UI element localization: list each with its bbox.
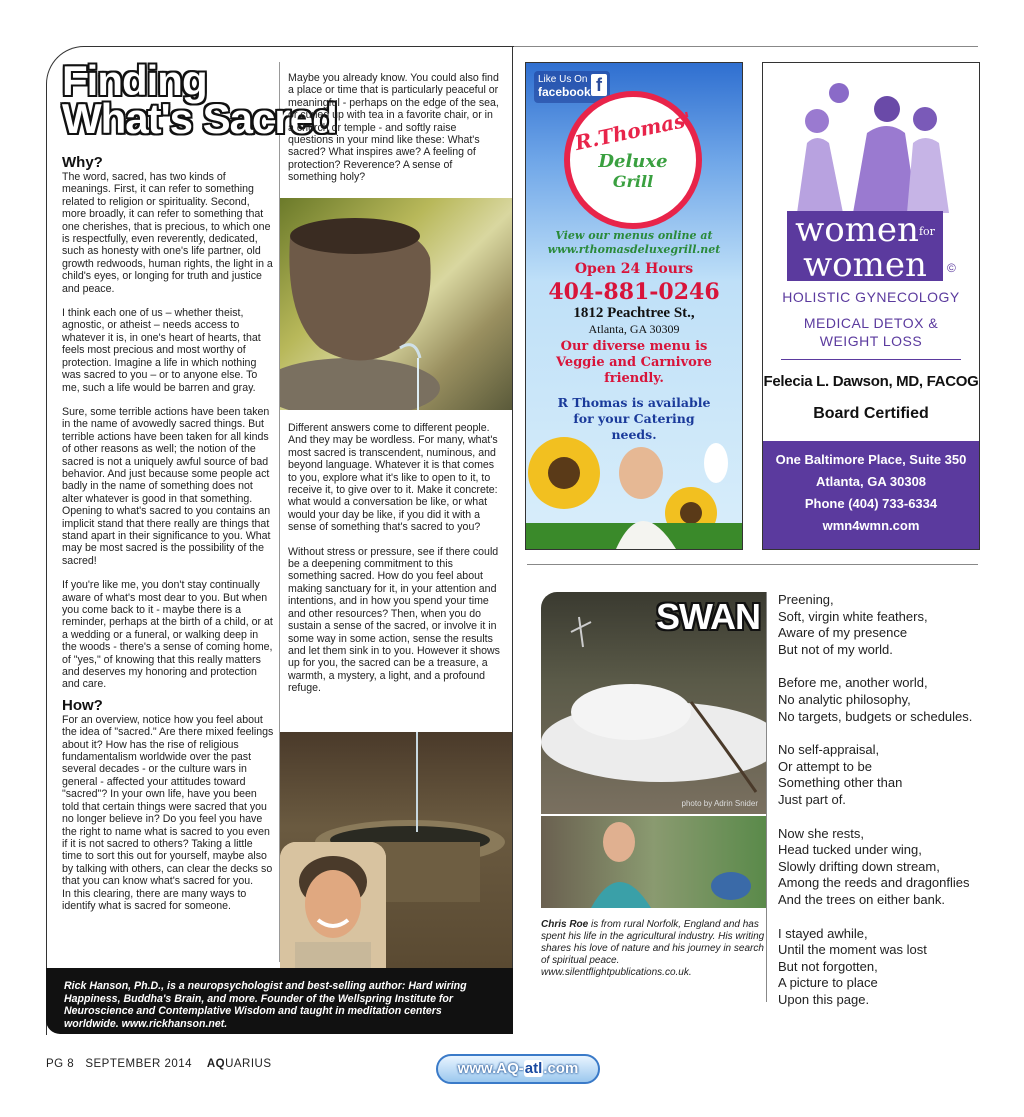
how-paragraph: For an overview, notice how you feel about the idea of "sacred." Are there mixed feelings about it? How has the rise of religious fundamentalism worldwide over the past several decades - or the culture wars in general - affected your attitudes toward "sacred"? In your own life, have you been told that certain things were sacred that you no longer believe in? Do you feel you have the right to name what is sacred to you even if it is not sacred to others? Taking a little time to sort this out for yourself, maybe also by talking with others, can clear the decks so that you can know what's sacred for you. — [62, 713, 274, 888]
poem-stanza: Now she rests, Head tucked under wing, Slowly drifting down stream, Among the reeds and dragonflies And the trees on either bank. — [778, 825, 970, 907]
brand-line1 — [787, 210, 943, 250]
rthomas-city: Atlanta, GA 30309 — [588, 322, 680, 336]
rthomas-phone: 404-881-0246 — [548, 279, 720, 305]
menus-line1: View our menus online at — [555, 229, 713, 242]
women-addr1: One Baltimore Place, Suite 350 — [775, 452, 967, 467]
women-addr2: Atlanta, GA 30308 — [815, 474, 927, 489]
why-paragraph: Sure, some terrible actions have been taken in the name of avowedly sacred things. But terrible actions have been taken for all kinds of other reasons as well; the notion of the sacred is not a uniquely awful source of bad behavior. And just because some people act badly in the name of something does not alter whatever is good in that something. Opening to what's sacred to you contains an implicit stand that there really are things that stand apart in their significance to you. What may be most sacred is the possibility of the sacred! — [62, 405, 271, 567]
author-headshot — [280, 842, 386, 968]
logo-line2: Deluxe — [598, 151, 668, 172]
col2-paragraph: Without stress or pressure, see if there could be a deepening commitment to this something sacred. How do you feel about making sanctuary for it, in your attention and intentions, and in how you spend your time and other resources? Then, when you do sustain a sense of the sacred, or involve it in some way in some action, sense the results and let them sink in to you. However it shows up for you, the sacred can be a treasure, a warmth, a mystery, a light, and a profound refuge. — [288, 545, 500, 695]
poet-name: Chris Roe — [541, 919, 589, 930]
brand-women: women — [795, 210, 919, 250]
copyright-mark: © — [947, 261, 956, 275]
doctor-name: Felecia L. Dawson, MD, FACOG — [763, 373, 979, 390]
poem-stanza: Before me, another world, No analytic philosophy, No targets, budgets or schedules. — [778, 675, 973, 724]
women-silhouettes-logo — [783, 73, 959, 213]
women-for-women-ad — [762, 62, 980, 550]
top-rule-right — [513, 46, 978, 47]
why-text — [62, 171, 274, 691]
logo-line3: Grill — [612, 172, 654, 191]
website-prefix: www.AQ- — [457, 1060, 524, 1077]
rthomas-street: 1812 Peachtree St., — [573, 305, 695, 321]
page-footer — [46, 1058, 272, 1070]
women-web[interactable]: wmn4wmn.com — [822, 518, 920, 533]
swan-poem — [778, 592, 1013, 1025]
article-column-1 — [62, 154, 274, 924]
col2-mid-text — [288, 422, 500, 707]
author-bio-text: Rick Hanson, Ph.D., is a neuropsychologist and best-selling author: Hard wiring Happiness, Buddha's Brain, and more. Founder of the Wellspring Institute for Neuroscience and Contemplative Wisdom and taught in meditation centers worldwide. www.rickhanson.net. — [64, 980, 467, 1030]
jar-illustration — [280, 198, 512, 410]
brand-line2: women — [803, 245, 927, 285]
ad-divider — [781, 359, 961, 360]
why-paragraph: The word, sacred, has two kinds of meanings. First, it can refer to something related to religion or spirituality. Second, more broadly, it can refer to something that one cherishes, that is precious, to which one is respectfully, even reverently, dedicated, such as honesty with one's life partner, old growth redwoods, human rights, the light in a child's eyes, or longing for truth and justice and peace. — [62, 171, 273, 295]
author-bio-bar — [46, 968, 513, 1034]
menus-online-text — [526, 229, 742, 257]
poet-bio-text: is from rural Norfolk, England and has spent his life in the agricultural industry. His writing shares his love of nature and his journey in search of spiritual peace. www.silentflightpublications.co.uk. — [541, 919, 765, 978]
website-badge[interactable] — [436, 1054, 600, 1084]
service-weight: WEIGHT LOSS — [819, 333, 923, 349]
poem-stanza: I stayed awhile, Until the moment was lost But not forgotten, A picture to place Upon this page. — [778, 925, 927, 1007]
facebook-line2: facebook — [538, 85, 591, 99]
website-mid: atl — [524, 1060, 543, 1077]
women-brand-box — [787, 210, 943, 285]
facebook-line1: Like Us On — [538, 74, 588, 85]
catering-text: R Thomas is available for your Catering needs. — [557, 395, 711, 442]
photo-credit: photo by Adrin Snider — [681, 799, 758, 808]
magazine-name-bold: AQ — [206, 1058, 226, 1070]
col2-paragraph: Different answers come to different people. And they may be wordless. For many, what's most sacred is transcendent, numinous, and beyond language. Whatever it is that comes to you, explore what it's like to open to it, to receive it, to give over to it. Make it concrete: what would a conversation be like, or what would your day be like, if you did it with a sense of something that's sacred to you? — [288, 422, 498, 534]
rthomas-ad — [525, 62, 743, 550]
menu-note: Our diverse menu is Veggie and Carnivore friendly. — [556, 339, 712, 386]
facebook-icon: f — [591, 74, 607, 96]
rthomas-logo — [564, 91, 702, 229]
poet-photo — [541, 816, 766, 908]
issue-date: SEPTEMBER 2014 — [85, 1058, 193, 1070]
mid-rule-right — [527, 564, 978, 565]
how-paragraph: In this clearing, there are many ways to identify what is sacred for someone. — [62, 887, 247, 912]
how-heading: How? — [62, 696, 103, 714]
headshot-illustration — [280, 842, 386, 968]
service-holistic: HOLISTIC GYNECOLOGY — [782, 289, 960, 305]
website-suffix: .com — [543, 1060, 579, 1077]
brand-for: for — [918, 225, 935, 238]
poet-bio — [541, 919, 766, 979]
menus-url[interactable]: www.rthomasdeluxegrill.net — [547, 243, 721, 256]
poet-illustration — [541, 816, 766, 908]
article-title: Finding What's Sacred — [62, 57, 337, 142]
swan-photo — [541, 592, 766, 814]
swan-title: SWAN — [656, 596, 760, 637]
board-certified: Board Certified — [813, 405, 929, 422]
poem-stanza: Preening, Soft, virgin white feathers, Aware of my presence But not of my world. — [778, 592, 928, 657]
article-right-border — [512, 46, 513, 968]
why-heading: Why? — [62, 154, 103, 171]
how-text — [62, 714, 274, 913]
women-contact-box — [763, 441, 979, 549]
why-paragraph: I think each one of us – whether theist, agnostic, or atheist – needs access to whatever it is, in one's heart of hearts, that feels most precious and most worthy of protection. Imagine a life in which nothing was sacred to you – or to anyone else. To me, such a life would be barren and gray. — [62, 307, 261, 394]
magazine-name-rest: UARIUS — [225, 1058, 272, 1070]
poem-left-rule — [766, 592, 767, 1002]
women-phone: Phone (404) 733-6334 — [804, 496, 938, 511]
water-jar-photo — [280, 198, 512, 410]
poem-stanza: No self-appraisal, Or attempt to be Something other than Just part of. — [778, 742, 903, 807]
why-paragraph: If you're like me, you don't stay continually aware of what's most dear to you. But when you come back to it - maybe there is a reminder, perhaps at the birth of a child, or at a wedding or a funeral, or walking deep in the woods - there's a sense of coming home, of "yes," of knowing that this really matters and deserves my honoring and protection and care. — [62, 579, 273, 691]
service-detox: MEDICAL DETOX & — [803, 315, 939, 331]
col2-top-text: Maybe you already know. You could also find a place or time that is particularly peaceful or meaningful - perhaps on the edge of the sea, or curled up with tea in a favorite chair, or in a church or temple - and softly raise questions in your mind like these: What's sacred? What inspires awe? A feeling of protection? Reverence? A sense of something holy? — [288, 72, 499, 184]
page-number: PG 8 — [46, 1058, 75, 1070]
hours-text: Open 24 Hours — [574, 261, 694, 277]
facebook-badge[interactable] — [534, 71, 610, 103]
logo-line1: R.Thomas' — [572, 107, 694, 155]
